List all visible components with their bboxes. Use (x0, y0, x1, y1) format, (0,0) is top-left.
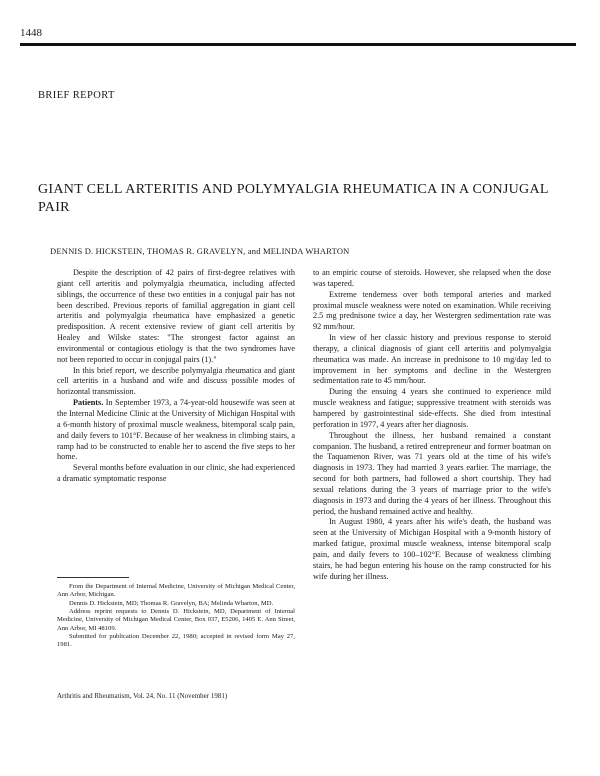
footnote-rule (57, 577, 129, 578)
left-column (57, 268, 295, 485)
author-names: DENNIS D. HICKSTEIN, THOMAS R. GRAVELYN, (50, 246, 246, 256)
journal-footer: Arthritis and Rheumatism, Vol. 24, No. 11 (November 1981) (57, 692, 228, 700)
paragraph: During the ensuing 4 years she continued to experience mild muscle weakness and fatigue; suppressive treatment with steroids was hampered by gastrointestinal side-effects. She died from intestinal perforation in 1977, 4 years after her diagnosis. (313, 387, 551, 429)
paragraph-body: In September 1973, a 74-year-old housewife was seen at the Internal Medicine Clinic at the University of Michigan Hospital with a 6-month history of proximal muscle weakness, bitemporal scalp pain, and daily fevers to 101°F. Because of her weakness in climbing stairs, a ramp had to be constructed to enable her to ascend the five steps to her home. (57, 398, 295, 462)
paragraph: In August 1980, 4 years after his wife's death, the husband was seen at the University of Michigan Hospital with a 9-month history of marked fatigue, proximal muscle weakness, intense bitemporal scalp pain, and daily fevers to 100–102°F. Because of weakness climbing stairs, he had begun entering his house on the ramp constructed for his wife during her illness. (313, 517, 551, 581)
paragraph: Extreme tenderness over both temporal arteries and marked proximal muscle weakness were noted on examination. While receiving 2.5 mg prednisone twice a day, her Westergren sedimentation rate was 92 mm/hour. (313, 289, 551, 332)
author-line (50, 246, 350, 256)
footnote: Address reprint requests to Dennis D. Hickstein, MD, Department of Internal Medicine, University of Michigan Medical Center, Box 037, E5206, 1405 E. Ann Street, Ann Arbor, MI 48109. (57, 608, 295, 632)
footnotes (57, 583, 295, 650)
lead-in: Patients. (73, 398, 104, 408)
page-number: 1448 (20, 27, 42, 39)
header-rule (20, 43, 576, 46)
right-column (313, 268, 551, 582)
paragraph (57, 398, 295, 463)
footnote: Submitted for publication December 22, 1980; accepted in revised form May 27, 1981. (57, 633, 295, 649)
article-title: GIANT CELL ARTERITIS AND POLYMYALGIA RHEUMATICA IN A CONJUGAL PAIR (38, 182, 549, 215)
paragraph: In this brief report, we describe polymyalgia rheumatica and giant cell arteritis in a husband and wife and discuss possible modes of horizontal transmission. (57, 365, 295, 397)
paragraph: Throughout the illness, her husband remained a constant companion. The husband, a retired entrepreneur and former boatman on the Taquamenon River, was 71 years old at the time of his wife's diagnosis in 1973. They had married 3 years earlier. The marriage, the second for both partners, had followed a short courtship. They had sexual relations during the 3 years of marriage prior to the wife's diagnosis in 1973 and during the 4 years of her illness. Throughout this period, the husband remained active and healthy. (313, 430, 551, 516)
paragraph: In view of her classic history and previous response to steroid therapy, a clinical diagnosis of giant cell arteritis and polymyalgia rheumatica was made. An increase in prednisone to 10 mg/day led to improvement in her symptoms and decline in the Westergren sedimentation rate to 45 mm/hour. (313, 333, 551, 386)
author-last-name: MELINDA WHARTON (263, 246, 350, 256)
section-label: BRIEF REPORT (38, 90, 115, 101)
footnote: From the Department of Internal Medicine, University of Michigan Medical Center, Ann Arbor, Michigan. (57, 583, 295, 599)
footnote: Dennis D. Hickstein, MD; Thomas R. Gravelyn, BA; Melinda Wharton, MD. (69, 599, 274, 607)
paragraph: Several months before evaluation in our clinic, she had experienced a dramatic symptomatic response (57, 463, 295, 484)
author-conjunction: and (247, 246, 261, 256)
paragraph: to an empiric course of steroids. However, she relapsed when the dose was tapered. (313, 268, 551, 288)
paragraph: Despite the description of 42 pairs of first-degree relatives with giant cell arteritis and polymyalgia rheumatica, including affected siblings, the occurrence of these two entities in a conjugal pair has not been described. Previous reports of familial aggregation in giant cell arteritis and polymyalgia rheumatica have emphasized a genetic predisposition. A recent extensive review of giant cell arteritis by Healey and Wilske states: "The strongest factor against an environmental or contagious etiology is that the two syndromes have not been reported to occur in conjugal pairs (1)." (57, 268, 295, 364)
